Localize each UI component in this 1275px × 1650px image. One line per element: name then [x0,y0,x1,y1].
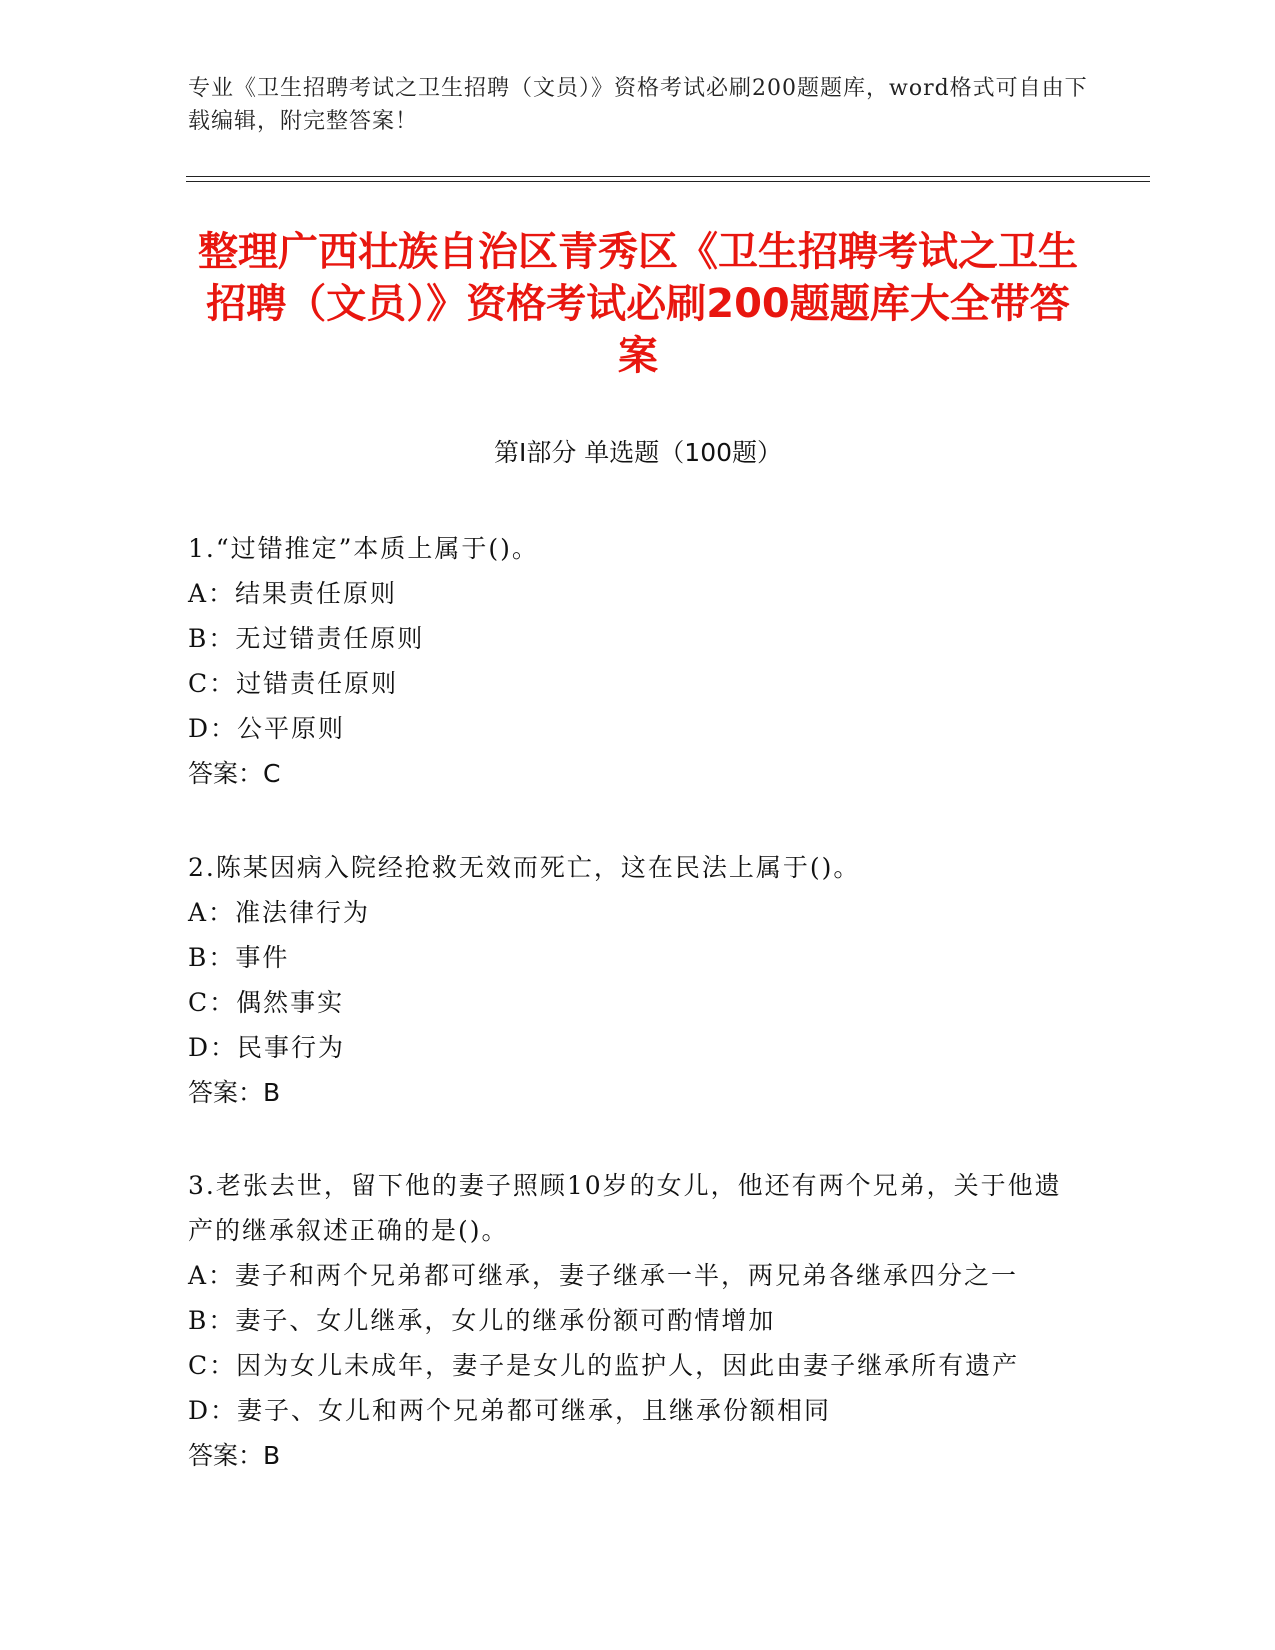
option-d: D：民事行为 [188,1033,346,1062]
section-title: 第Ⅰ部分 单选题（100题） [493,438,783,467]
answer-line: 答案：B [188,1078,281,1107]
question-block [188,526,1088,796]
option-b: B：事件 [188,943,290,972]
option-c: C：过错责任原则 [188,669,399,698]
option-c: C：偶然事实 [188,988,345,1017]
option-b: B：妻子、女儿继承，女儿的继承份额可酌情增加 [188,1306,776,1335]
question-stem: 1.“过错推定”本质上属于()。 [188,534,539,563]
option-b: B：无过错责任原则 [188,624,425,653]
question-block [188,1163,1088,1478]
option-d: D：公平原则 [188,714,346,743]
option-c: C：因为女儿未成年，妻子是女儿的监护人，因此由妻子继承所有遗产 [188,1351,1020,1380]
answer-line: 答案：C [188,759,281,788]
header-divider-bottom [186,181,1150,182]
header-divider-top [186,176,1150,177]
option-a: A：妻子和两个兄弟都可继承，妻子继承一半，两兄弟各继承四分之一 [188,1261,1019,1290]
option-a: A：结果责任原则 [188,579,398,608]
option-a: A：准法律行为 [188,898,371,927]
answer-line: 答案：B [188,1441,281,1470]
header-note: 专业《卫生招聘考试之卫生招聘（文员）》资格考试必刷200题题库，word格式可自由下载编辑，附完整答案！ [188,76,1088,134]
option-d: D：妻子、女儿和两个兄弟都可继承，且继承份额相同 [188,1396,832,1425]
question-stem: 3.老张去世，留下他的妻子照顾10岁的女儿，他还有两个兄弟，关于他遗产的继承叙述正确的是()。 [188,1171,1062,1245]
question-block [188,845,1088,1115]
question-stem: 2.陈某因病入院经抢救无效而死亡，这在民法上属于()。 [188,853,861,882]
document-title: 整理广西壮族自治区青秀区《卫生招聘考试之卫生招聘（文员）》资格考试必刷200题题库大全带答案 [198,229,1078,379]
